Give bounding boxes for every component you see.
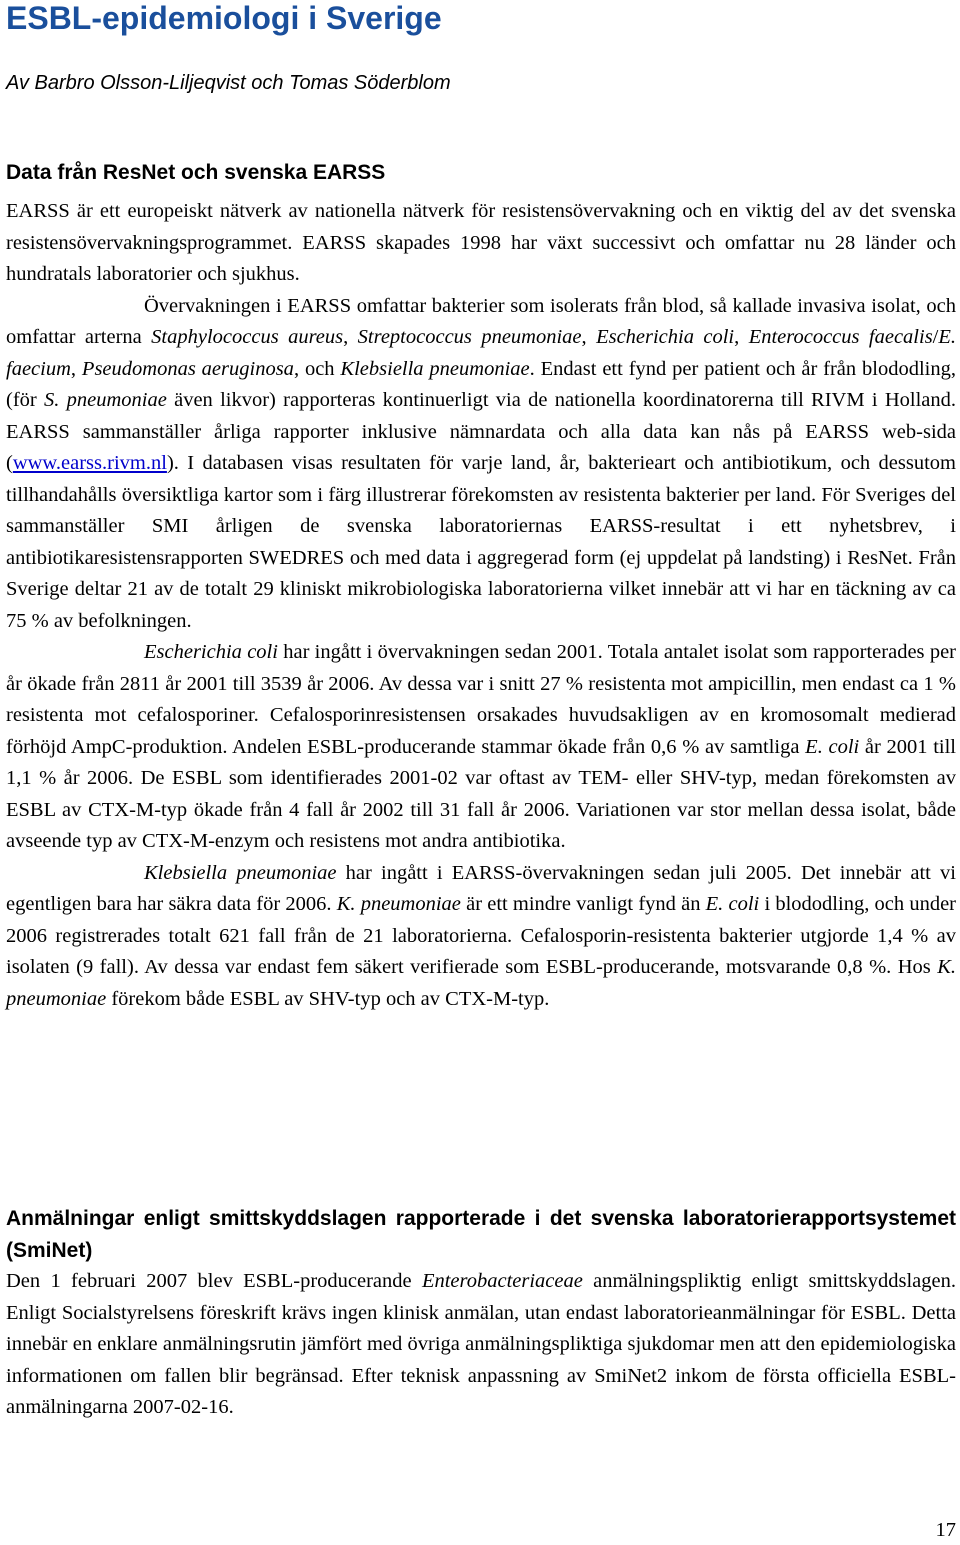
section-heading-sminet: Anmälningar enligt smittskyddslagen rapporterade i det svenska laboratorierapportsystemet (SmiNet) bbox=[6, 1207, 956, 1262]
section-heading-resnet-earss: Data från ResNet och svenska EARSS bbox=[6, 161, 386, 184]
paragraph-ecoli: Escherichia coli har ingått i övervakningen sedan 2001. Totala antalet isolat som rapporterades per år ökade från 2811 år 2001 till 3539 år 2006. Av dessa var i snitt 27 % resistenta mot ampicillin, men endast ca 1 % resistenta mot cefalosporiner. Cefalosporinresistensen orsakades huvudsakligen av en kromosomalt medierad förhöjd AmpC-produktion. Andelen ESBL-producerande stammar ökade från 0,6 % av samtliga E. coli år 2001 till 1,1 % år 2006. De ESBL som identifierades 2001-02 var oftast av TEM- eller SHV-typ, medan förekomsten av ESBL av CTX-M-typ ökade från 4 fall år 2002 till 31 fall år 2006. Variationen var stor mellan dessa isolat, både avseende typ av CTX-M-enzym och resistens mot andra antibiotika. bbox=[6, 641, 957, 852]
earss-website-link[interactable]: www.earss.rivm.nl bbox=[12, 452, 167, 474]
page-number: 17 bbox=[935, 1519, 956, 1541]
page-title: ESBL-epidemiologi i Sverige bbox=[6, 0, 442, 36]
authors-line: Av Barbro Olsson-Liljeqvist och Tomas Söderblom bbox=[6, 72, 451, 94]
section-body-resnet-earss bbox=[6, 196, 956, 1015]
paragraph-earss-surveillance: Övervakningen i EARSS omfattar bakterier som isolerats från blod, så kallade invasiva isolat, och omfattar arterna Staphylococcus aureus, Streptococcus pneumoniae, Escherichia coli, Enterococcus faecalis/E. faecium, Pseudomonas aeruginosa, och Klebsiella pneumoniae. Endast ett fynd per patient och år från blododling, (för S. pneumoniae även likvor) rapporteras kontinuerligt via de nationella koordinatorerna till RIVM i Holland. EARSS sammanställer årliga rapporter inklusive nämnardata och alla data kan nås på EARSS web-sida (www.earss.rivm.nl). I databasen visas resultaten för varje land, år, bakterieart och antibiotikum, och dessutom tillhandahålls översiktliga kartor som i färg illustrerar förekomsten av resistenta bakterier per land. För Sveriges del sammanställer SMI årligen de svenska laboratoriernas EARSS-resultat i ett nyhetsbrev, i antibiotikaresistensrapporten SWEDRES och med data i aggregerad form (ej uppdelat på landsting) i ResNet. Från Sverige deltar 21 av de totalt 29 kliniskt mikrobiologiska laboratorierna vilket innebär att vi har en täckning av ca 75 % av befolkningen. bbox=[6, 294, 957, 632]
paragraph-earss-intro: EARSS är ett europeiskt nätverk av nationella nätverk för resistensövervakning och en viktig del av det svenska resistensövervakningsprogrammet. EARSS skapades 1998 har växt successivt och omfattar nu 28 länder och hundratals laboratorier och sjukhus. bbox=[6, 200, 956, 285]
section-body-sminet bbox=[6, 1266, 956, 1424]
paragraph-klebsiella: Klebsiella pneumoniae har ingått i EARSS-övervakningen sedan juli 2005. Det innebär att vi egentligen bara har säkra data för 2006. K. pneumoniae är ett mindre vanligt fynd än E. coli i blododling, och under 2006 registrerades totalt 621 fall från de 21 laboratorierna. Cefalosporin-resistenta bakterier utgjorde 1,4 % av isolaten (9 fall). Av dessa var endast fem säkert verifierade som ESBL-producerande, motsvarande 0,8 %. Hos K. pneumoniae förekom både ESBL av SHV-typ och av CTX-M-typ. bbox=[6, 861, 956, 1010]
paragraph-sminet: Den 1 februari 2007 blev ESBL-producerande Enterobacteriaceae anmälningspliktig enligt smittskyddslagen. Enligt Socialstyrelsens föreskrift krävs ingen klinisk anmälan, utan endast laboratorieanmälningar för ESBL. Detta innebär en enklare anmälningsrutin jämfört med övriga anmälningspliktiga sjukdomar men att den epidemiologiska informationen om fallen blir begränsad. Efter teknisk anpassning av SmiNet2 inkom de första officiella ESBL-anmälningarna 2007-02-16. bbox=[6, 1270, 956, 1418]
